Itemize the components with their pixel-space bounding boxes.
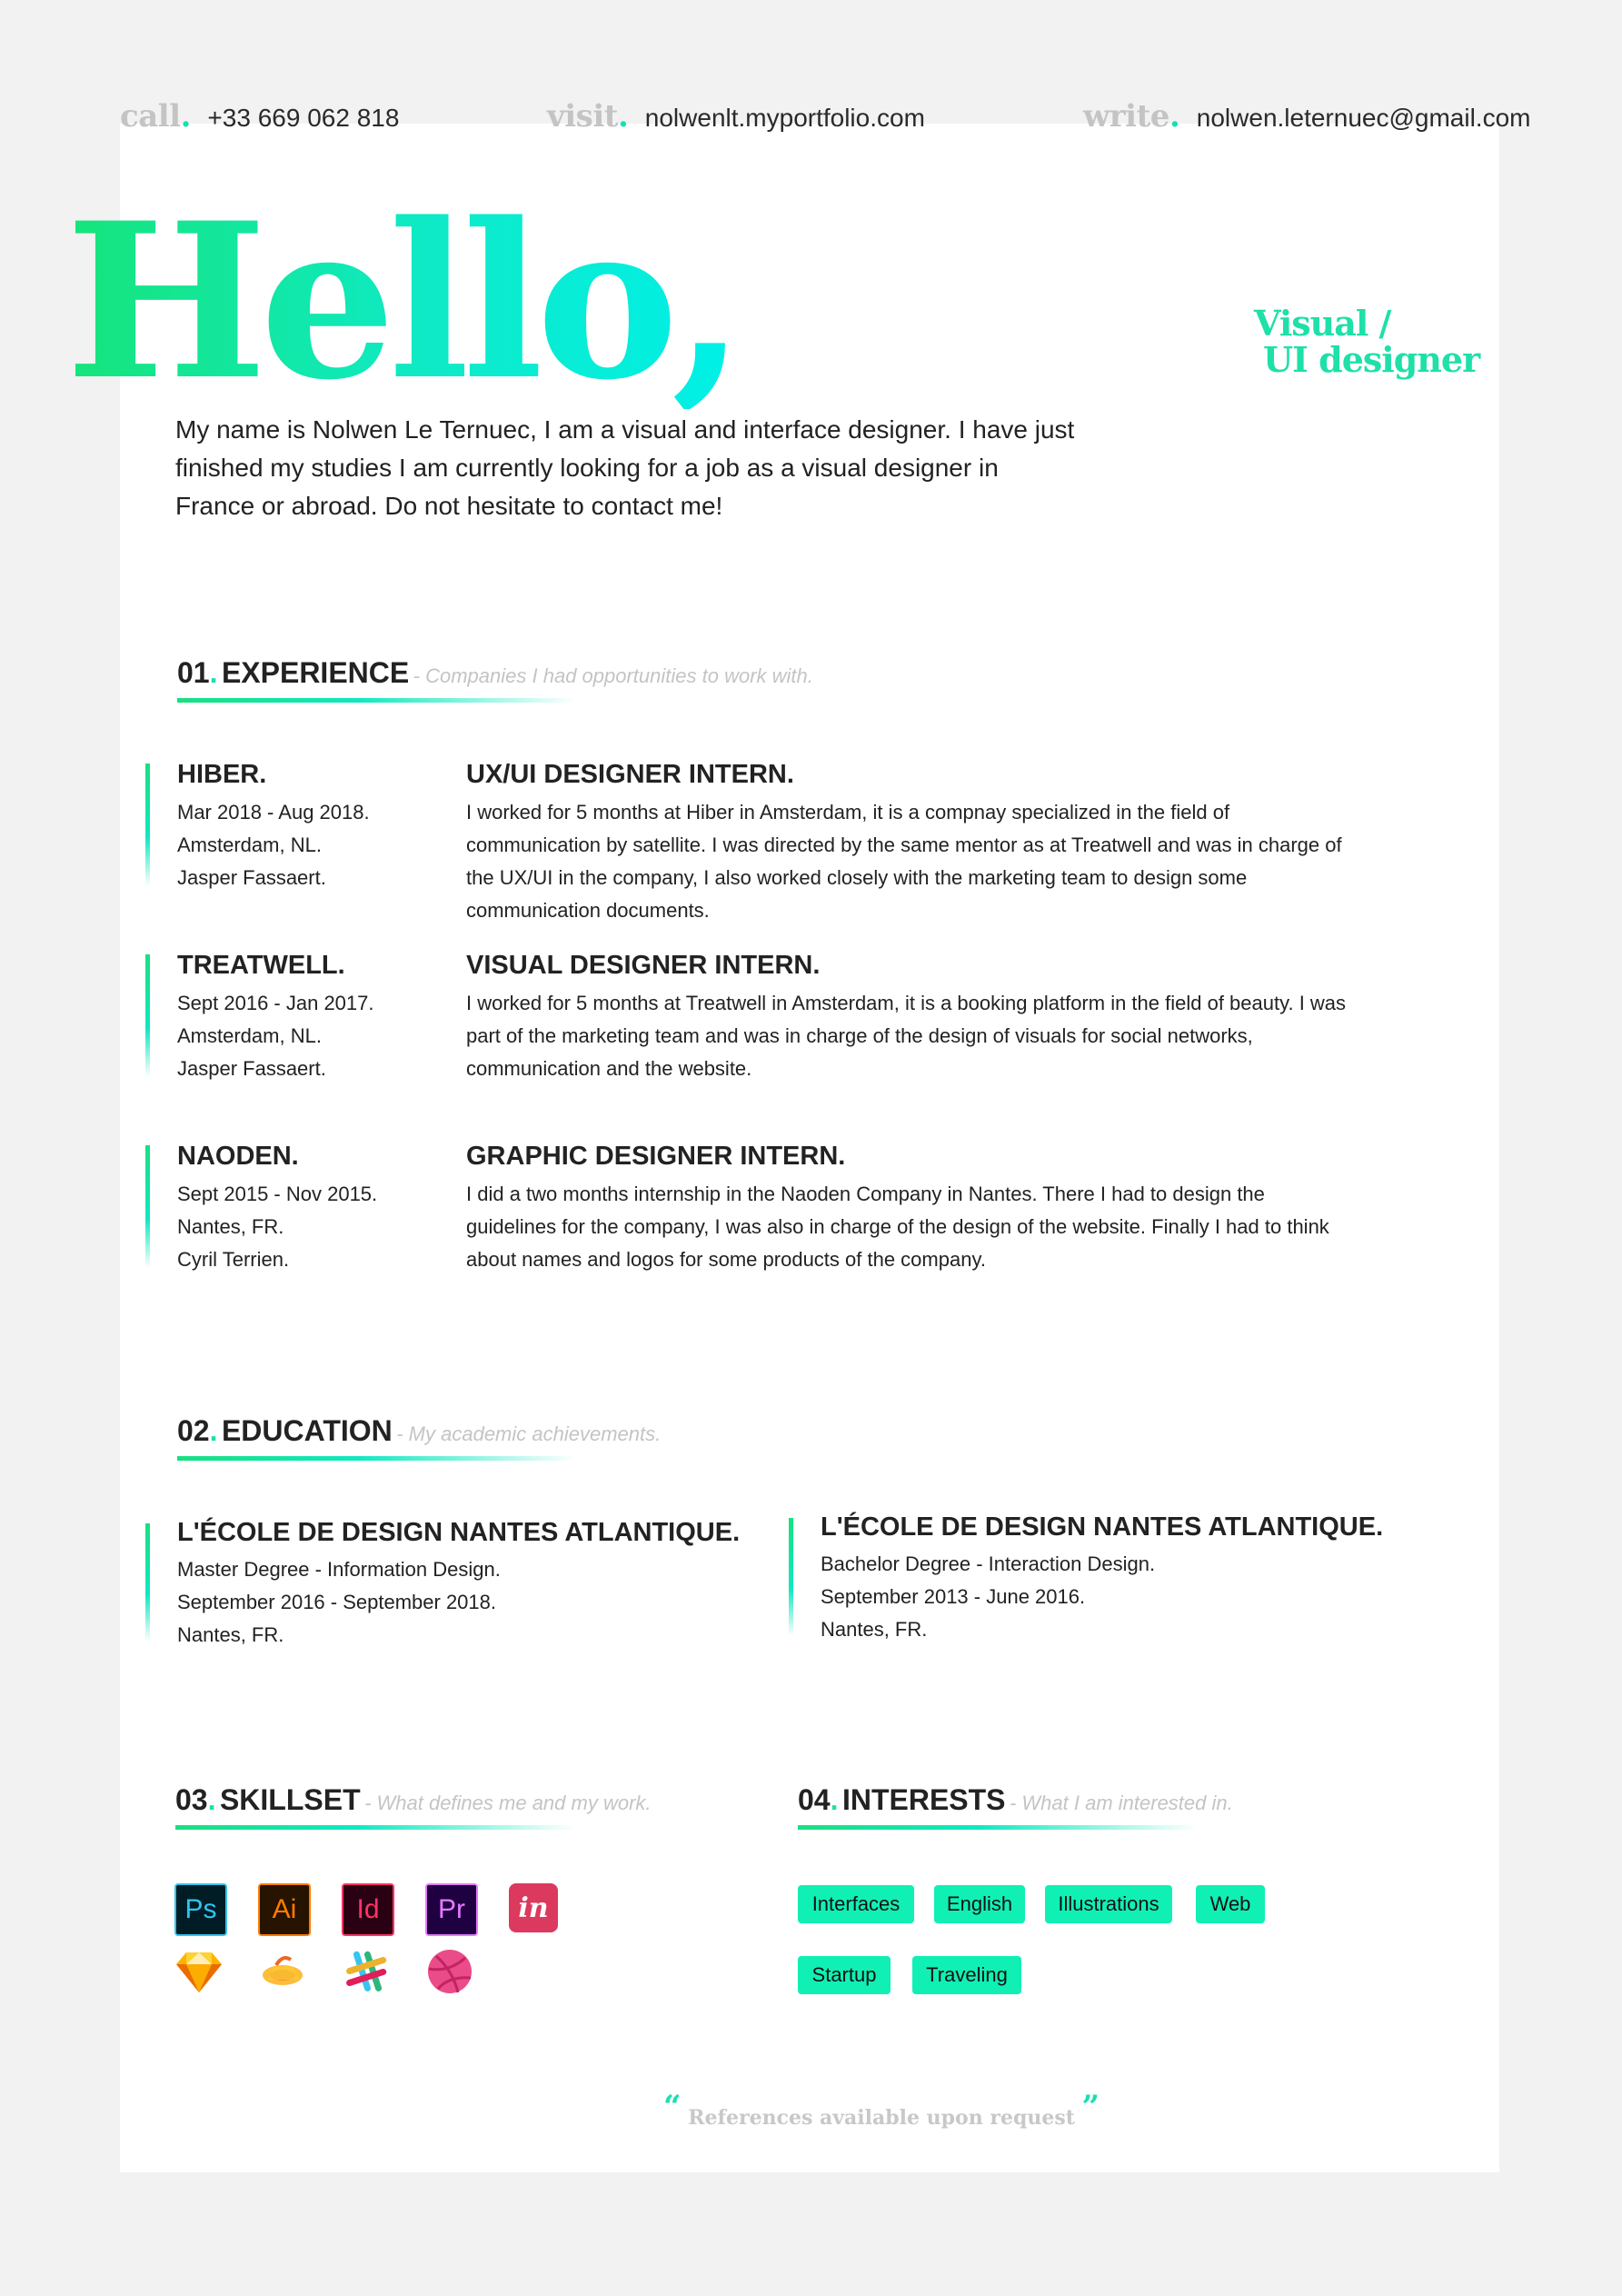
skillset-heading xyxy=(175,1783,739,1847)
references-text: References available upon request xyxy=(688,2106,1075,2130)
job-description: I worked for 5 months at Hiber in Amsterdam, it is a compnay specialized in the field of communication by satellite. I was directed by the same mentor as at Treatwell and was in charge of the UX/UI in the company, I also worked closely with the marketing team to design some communication documents. xyxy=(466,801,1342,922)
write-label: write xyxy=(1083,98,1169,135)
section-underline xyxy=(175,1825,575,1830)
write-dot: . xyxy=(1169,98,1180,135)
job-position: GRAPHIC DESIGNER INTERN. xyxy=(466,1142,846,1171)
sketch-icon xyxy=(174,1947,224,1996)
job-position: VISUAL DESIGNER INTERN. xyxy=(466,951,821,980)
section-number: 03. xyxy=(175,1783,216,1816)
education-meta: Master Degree - Information Design. September 2016 - September 2018. Nantes, FR. xyxy=(177,1558,501,1646)
job-entry xyxy=(177,760,1358,922)
education-heading xyxy=(177,1414,995,1478)
call-dot: . xyxy=(180,98,192,135)
job-meta: Sept 2015 - Nov 2015. Nantes, FR. Cyril Terrien. xyxy=(177,1183,378,1271)
company-name: TREATWELL. xyxy=(177,951,345,980)
invision-icon: in xyxy=(509,1883,558,1932)
section-title: SKILLSET xyxy=(219,1783,361,1816)
school-name: L'ÉCOLE DE DESIGN NANTES ATLANTIQUE. xyxy=(177,1518,741,1547)
zeplin-icon xyxy=(258,1947,307,1996)
job-meta: Sept 2016 - Jan 2017. Amsterdam, NL. Jasper Fassaert. xyxy=(177,992,374,1080)
education-entry xyxy=(821,1512,1383,1646)
visit-dot: . xyxy=(617,98,629,135)
interests-heading xyxy=(798,1783,1361,1847)
accent-line xyxy=(145,764,150,886)
premiere-icon: Pr xyxy=(425,1883,478,1936)
accent-line xyxy=(145,1523,150,1642)
section-title: INTERESTS xyxy=(841,1783,1006,1816)
call-label: call xyxy=(120,98,181,135)
job-position: UX/UI DESIGNER INTERN. xyxy=(466,760,794,789)
section-subtitle: - Companies I had opportunities to work with. xyxy=(413,664,813,687)
slack-icon xyxy=(342,1947,391,1996)
contact-visit xyxy=(547,98,925,144)
accent-line xyxy=(789,1518,793,1636)
interest-tag: English xyxy=(934,1885,1025,1923)
contact-call xyxy=(120,98,399,144)
section-underline xyxy=(177,698,577,703)
interest-tag: Interfaces xyxy=(798,1885,914,1923)
contact-write xyxy=(1083,98,1531,144)
dribbble-icon xyxy=(425,1947,474,1996)
interest-tag: Startup xyxy=(798,1956,891,1994)
visit-label: visit xyxy=(547,98,618,135)
section-subtitle: - What defines me and my work. xyxy=(364,1792,652,1814)
job-description: I worked for 5 months at Treatwell in Amsterdam, it is a booking platform in the field of beauty. I was part of the marketing team and was in charge of the design of visuals for social networks, communication and the website. xyxy=(466,992,1347,1080)
company-name: HIBER. xyxy=(177,760,267,789)
portfolio-link[interactable]: nolwenlt.myportfolio.com xyxy=(644,104,925,132)
education-meta: Bachelor Degree - Interaction Design. September 2013 - June 2016. Nantes, FR. xyxy=(821,1552,1156,1641)
interest-tag: Web xyxy=(1196,1885,1265,1923)
accent-line xyxy=(145,1145,150,1268)
section-subtitle: - What I am interested in. xyxy=(1009,1792,1233,1814)
school-name: L'ÉCOLE DE DESIGN NANTES ATLANTIQUE. xyxy=(821,1512,1384,1542)
education-entry xyxy=(177,1518,740,1652)
experience-heading xyxy=(177,656,995,720)
intro-paragraph: My name is Nolwen Le Ternuec, I am a visual and interface designer. I have just finished my studies I am currently looking for a job as a visual designer in France or abroad. Do not hesitate to contact me! xyxy=(175,415,1075,520)
job-entry xyxy=(177,951,1358,1087)
role-title xyxy=(1254,305,1479,378)
greeting-heading: Hello, xyxy=(65,176,739,427)
section-underline xyxy=(177,1456,577,1461)
role-line-2: UI designer xyxy=(1263,339,1480,380)
illustrator-icon: Ai xyxy=(258,1883,311,1936)
job-meta: Mar 2018 - Aug 2018. Amsterdam, NL. Jasper Fassaert. xyxy=(177,801,370,889)
job-entry xyxy=(177,1142,1358,1278)
role-line-1: Visual / xyxy=(1254,303,1391,344)
interest-tag: Illustrations xyxy=(1045,1885,1172,1923)
section-subtitle: - My academic achievements. xyxy=(396,1423,662,1445)
accent-line xyxy=(145,954,150,1077)
section-number: 04. xyxy=(798,1783,839,1816)
section-number: 02. xyxy=(177,1414,218,1447)
job-description: I did a two months internship in the Naoden Company in Nantes. There I had to design the guidelines for the company, I was also in charge of the design of the website. Finally I had to think about names and logos for some products of the company. xyxy=(466,1183,1329,1271)
section-title: EXPERIENCE xyxy=(221,656,410,689)
section-number: 01. xyxy=(177,656,218,689)
close-quote: ” xyxy=(1081,2089,1100,2125)
open-quote: “ xyxy=(663,2089,682,2125)
email-link[interactable]: nolwen.leternuec@gmail.com xyxy=(1196,104,1531,132)
section-underline xyxy=(798,1825,1198,1830)
interest-tag: Traveling xyxy=(912,1956,1021,1994)
indesign-icon: Id xyxy=(342,1883,394,1936)
references-note xyxy=(663,2089,1100,2132)
section-title: EDUCATION xyxy=(221,1414,393,1447)
phone-number[interactable]: +33 669 062 818 xyxy=(207,104,400,132)
photoshop-icon: Ps xyxy=(174,1883,227,1936)
company-name: NAODEN. xyxy=(177,1142,299,1171)
